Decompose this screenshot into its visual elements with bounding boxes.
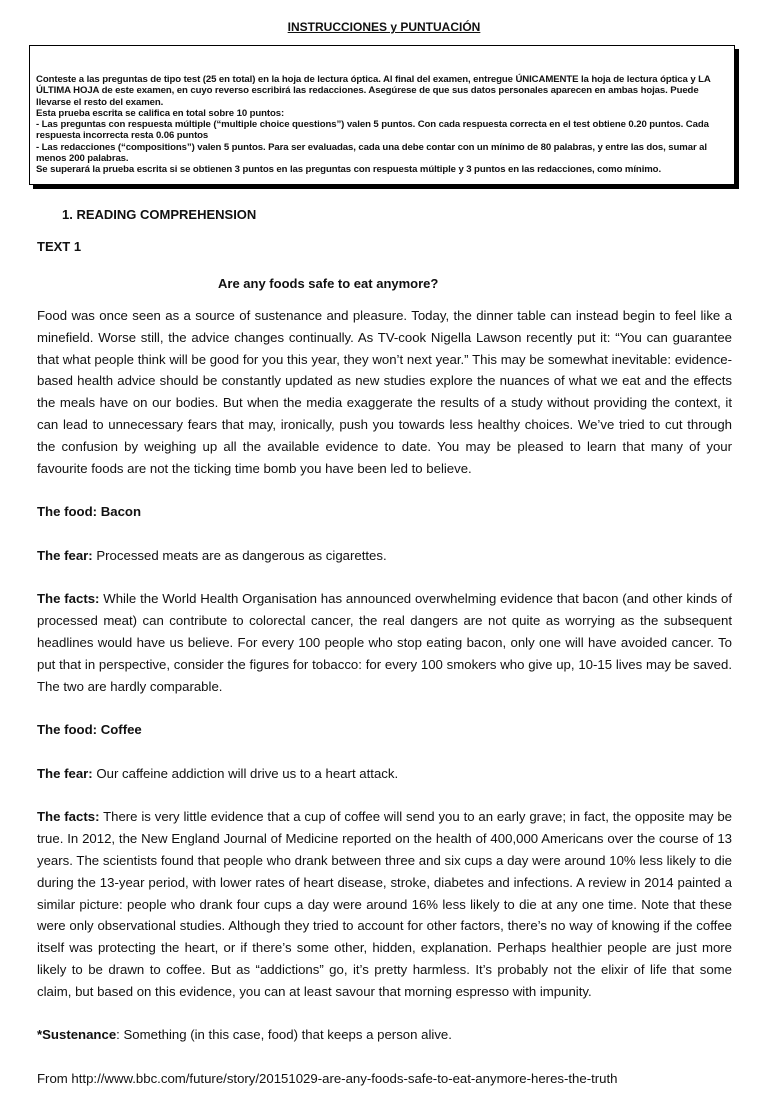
paragraph [37,545,732,567]
paragraph-text: Processed meats are as dangerous as cigarettes. [92,547,387,563]
paragraph-label: The fear: [37,765,93,781]
paragraph [37,588,732,697]
instructions-title: INSTRUCCIONES y PUNTUACIÓN [287,20,481,34]
paragraph-label: The food: Bacon [37,504,142,520]
article-body [37,305,732,1111]
paragraph-text: Our caffeine addiction will drive us to a heart attack. [92,765,399,781]
paragraph-label: The facts: [37,591,100,607]
source-line [37,1068,732,1090]
instructions-box [29,45,735,185]
instruction-line: Esta prueba escrita se califica en total sobre 10 puntos: [36,107,285,119]
section-heading: 1. READING COMPREHENSION [62,207,257,222]
instruction-line: Se superará la prueba escrita si se obtienen 3 puntos en las preguntas con respuesta múltiple y 3 puntos en las redacciones, como mínimo. [36,164,662,176]
instruction-line: - Las redacciones (“compositions”) valen 5 puntos. Para ser evaluadas, cada una debe contar con un mínimo de 80 palabras, y entre las dos, sumar al menos 200 palabras. [36,141,707,165]
text-label: TEXT 1 [37,239,82,254]
paragraph-label: *Sustenance [37,1027,117,1043]
instruction-line: Conteste a las preguntas de tipo test (25 en total) en la hoja de lectura óptica. Al final del examen, entregue ÚNICAMENTE la hoja de lectura óptica y LA ÚLTIMA HOJA de este examen, en cuyo reverso escribirá las redacciones. Asegúrese de que sus datos personales aparecen en ambas hojas. Puede llevarse el resto del examen. [36,74,711,108]
article-title: Are any foods safe to eat anymore? [218,276,439,291]
paragraph-label: The facts: [37,809,100,825]
instruction-line: - Las preguntas con respuesta múltiple (“multiple choice questions”) valen 5 puntos. Con cada respuesta correcta en el test obtiene 0.20 puntos. Cada respuesta incorrecta resta 0.06 puntos [36,119,709,142]
paragraph [37,305,732,479]
paragraph [37,806,732,1002]
paragraph-text: : Something (in this case, food) that keeps a person alive. [116,1027,452,1043]
paragraph [37,719,732,741]
paragraph [37,763,732,785]
paragraph-text: While the World Health Organisation has announced overwhelming evidence that bacon (and other kinds of processed meat) can contribute to colorectal cancer, the real dangers are not quite as worrying as the subsequent headlines would have us believe. For every 100 people who stop eating bacon, only one will have avoided cancer. To put that in perspective, consider the figures for tobacco: for every 100 smokers who give up, 10-15 lives may be saved. The two are hardly comparable. [37,591,732,694]
paragraph-label: The food: Coffee [37,722,142,738]
paragraph-label: The fear: [37,547,93,563]
source-text: From http://www.bbc.com/future/story/20151029-are-any-foods-safe-to-eat-anymore-heres-the-truth [37,1070,618,1086]
paragraph-text: Food was once seen as a source of sustenance and pleasure. Today, the dinner table can instead begin to feel like a minefield. Worse still, the advice changes continually. As TV-cook Nigella Lawson recently put it: “You can guarantee that what people think will be good for you this year, they won’t next year.” This may be somewhat inevitable: evidence-based health advice should be constantly updated as new studies explore the nuances of what we eat and the effects the meals have on our bodies. But when the media exaggerate the results of a study without providing the context, it can lead to unnecessary fears that may, ironically, push you towards less healthy choices. We’ve tried to cut through the confusion by weighing up all the available evidence to date. You may be pleased to learn that many of your favourite foods are not the ticking time bomb you have been led to believe. [37,308,732,476]
paragraph-text: There is very little evidence that a cup of coffee will send you to an early grave; in fact, the opposite may be true. In 2012, the New England Journal of Medicine reported on the health of 400,000 Americans over the course of 13 years. The scientists found that people who drank between three and six cups a day were around 10% less likely to die during the 13-year period, with lower rates of heart disease, stroke, diabetes and infections. A review in 2014 painted a similar picture: people who drank four cups a day were around 16% less likely to die at any one time. Note that these were only observational studies. Although they tried to account for other factors, there’s no way of knowing if the coffee itself was protecting the heart, or if there’s some other, hidden, explanation. Perhaps healthier people are just more likely to be drawn to coffee. But as “addictions” go, it’s pretty harmless. It’s probably not the elixir of life that some claim, but based on this evidence, you can at least savour that morning espresso with impunity. [37,809,732,999]
paragraph [37,501,732,523]
paragraph [37,1024,732,1046]
